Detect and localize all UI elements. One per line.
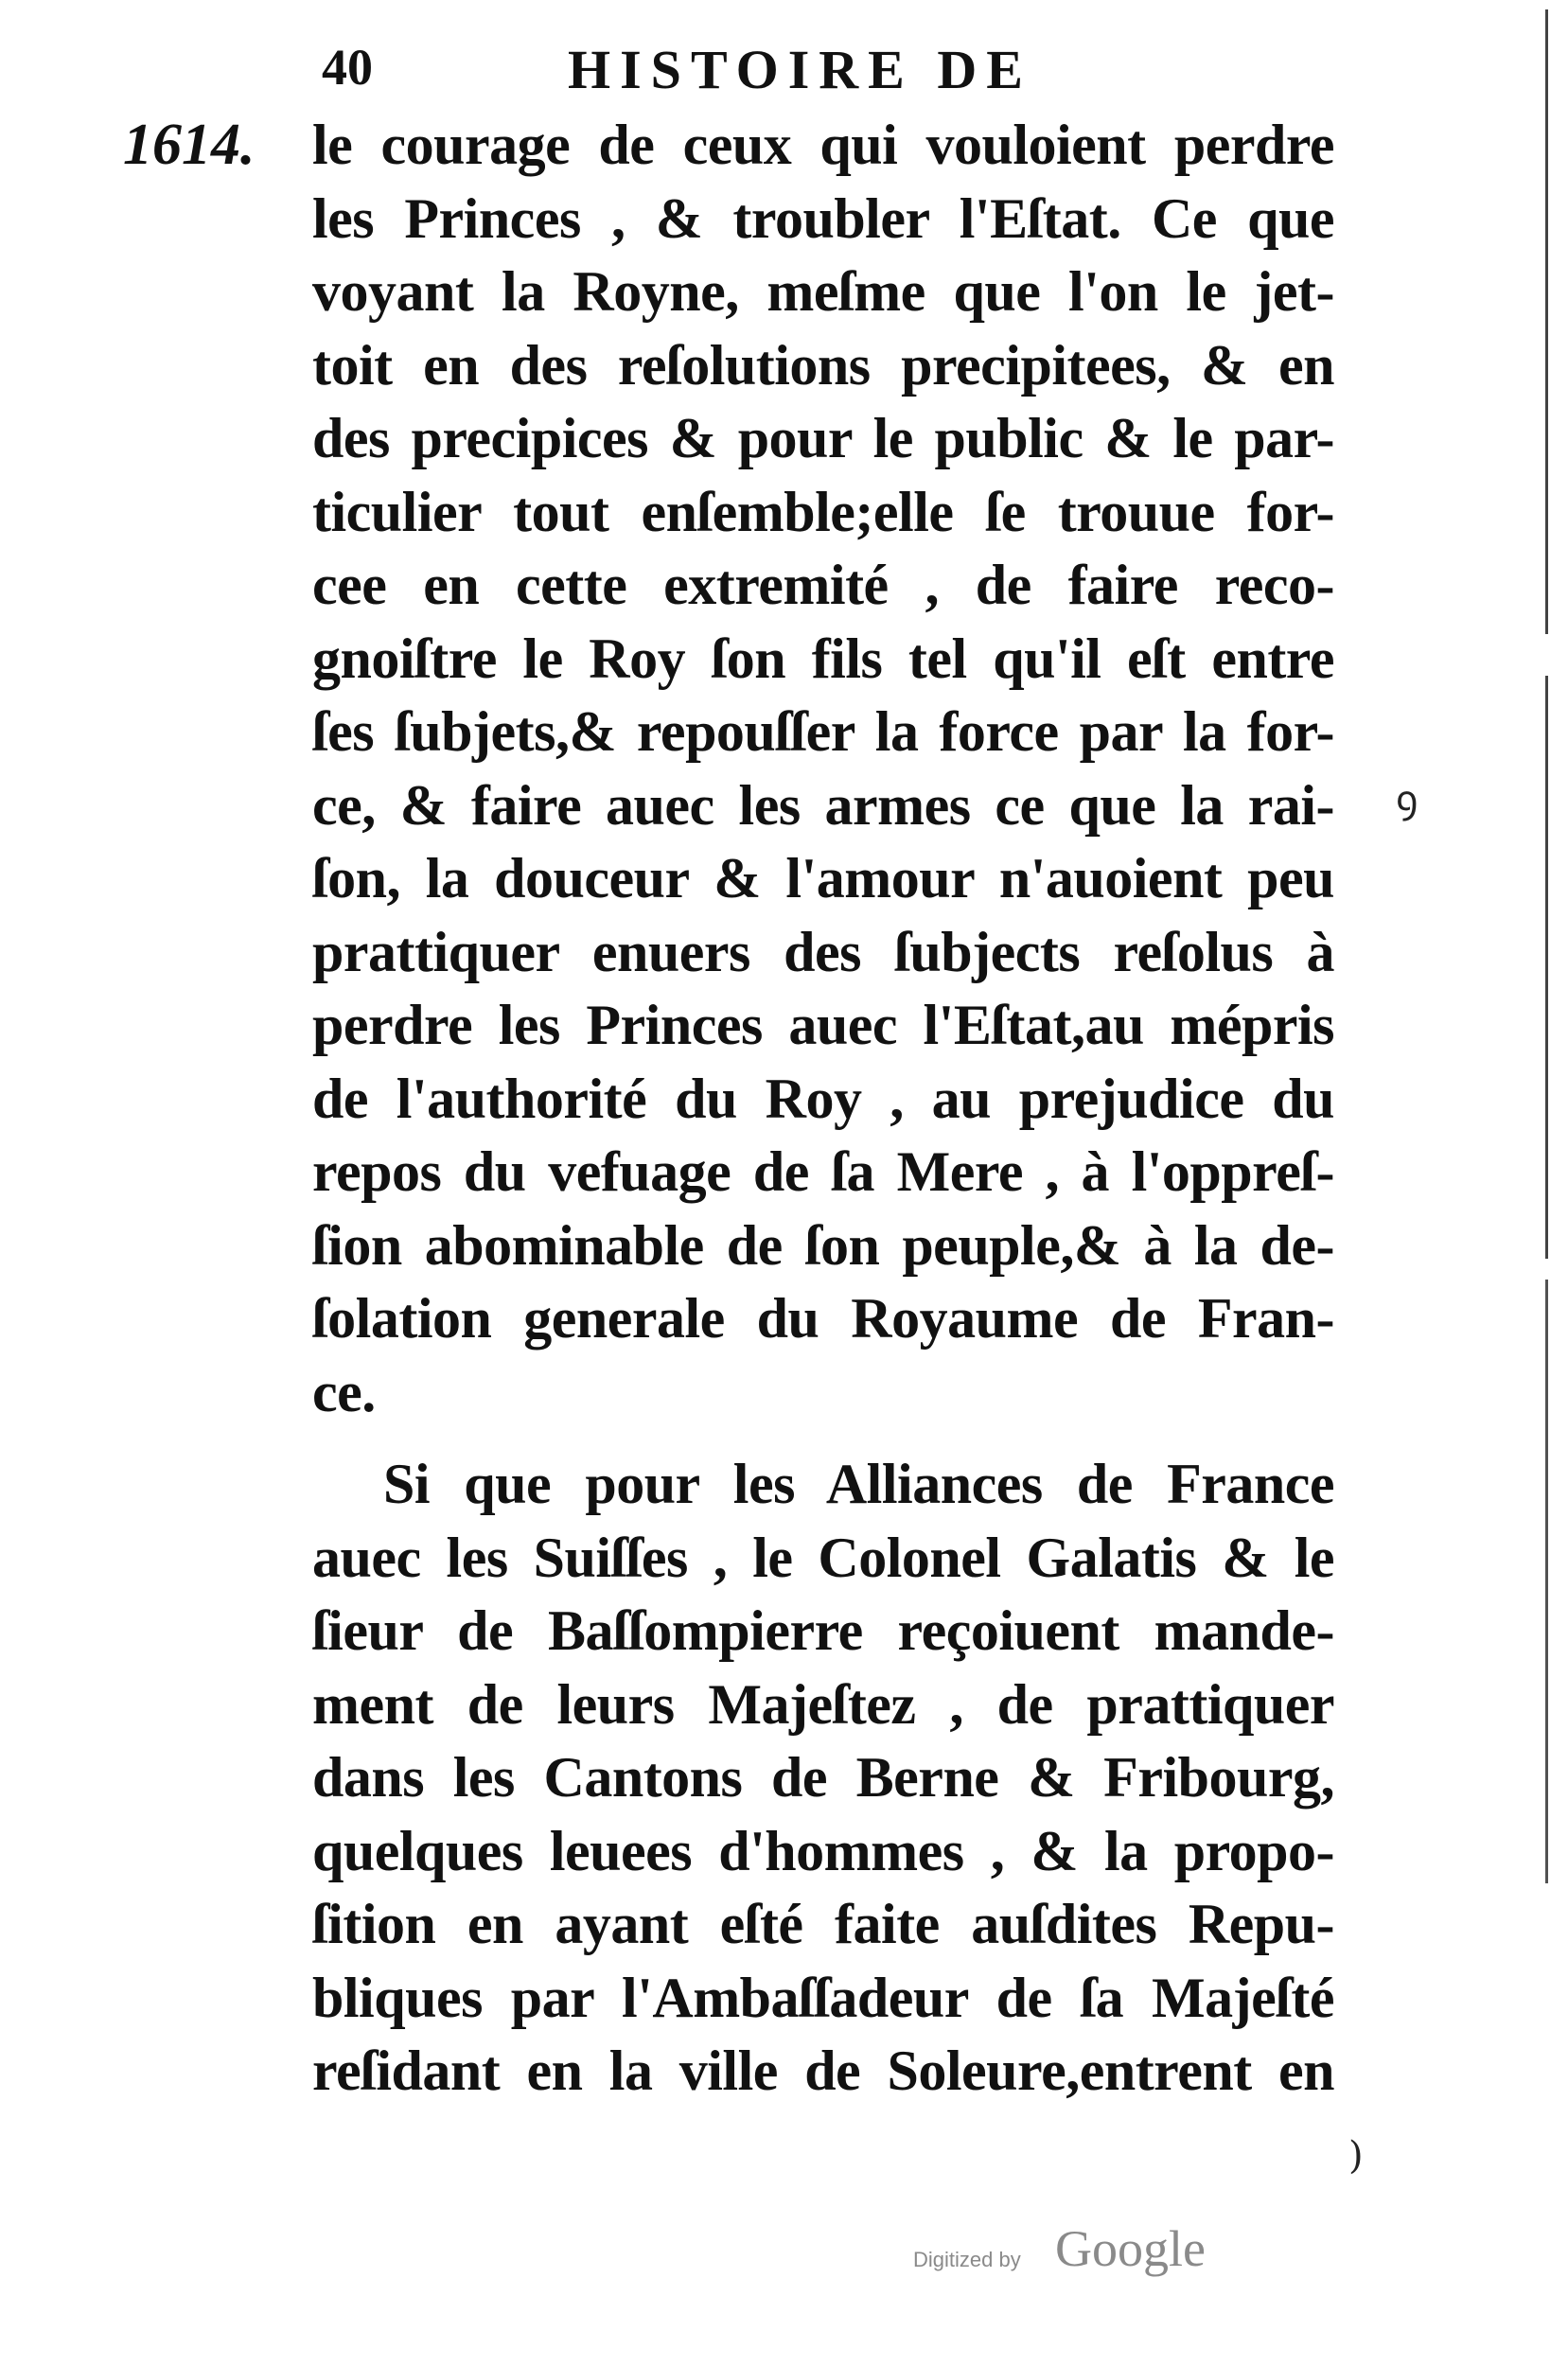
text-line: ce, & faire auec les armes ce que la rai- bbox=[312, 773, 1334, 837]
text-line: le courage de ceux qui vouloient perdre bbox=[312, 114, 1334, 176]
text-line: cee en cette extremité , de faire reco- bbox=[312, 554, 1334, 616]
text-line: reſidant en la ville de Soleure,entrent en bbox=[312, 2039, 1334, 2102]
body-text bbox=[312, 109, 1334, 2109]
text-line: dans les Cantons de Berne & Fribourg, bbox=[312, 1746, 1334, 1809]
page-header bbox=[322, 38, 1173, 114]
text-line: perdre les Princes auec l'Eſtat,au mépris bbox=[312, 994, 1334, 1056]
text-line: ment de leurs Majeſtez , de prattiquer bbox=[312, 1672, 1334, 1736]
margin-year-note: 1614. bbox=[123, 113, 255, 177]
page-number: 40 bbox=[322, 39, 373, 96]
digitization-watermark bbox=[913, 2219, 1254, 2286]
text-line: ſieur de Baſſompierre reçoiuent mande- bbox=[312, 1599, 1334, 1662]
text-line: des precipices & pour le public & le par- bbox=[312, 407, 1334, 469]
ink-blot-mark: ꝯ bbox=[1396, 778, 1418, 821]
running-head: HISTOIRE DE bbox=[568, 39, 1032, 100]
text-line: ticulier tout enſemble;elle ſe trouue for- bbox=[312, 480, 1334, 543]
page-edge-line bbox=[1545, 9, 1548, 2092]
text-line: Si que pour les Alliances de France bbox=[383, 1453, 1334, 1515]
text-line: ſion abominable de ſon peuple,& à la de- bbox=[312, 1213, 1334, 1277]
text-line: quelques leuees d'hommes , & la propo- bbox=[312, 1819, 1334, 1882]
text-line: repos du vefuage de ſa Mere , à l'oppreſ- bbox=[312, 1140, 1334, 1203]
text-line: ce. bbox=[312, 1360, 376, 1423]
text-line: ſolation generale du Royaume de Fran- bbox=[312, 1287, 1334, 1350]
text-line: les Princes , & troubler l'Eſtat. Ce que bbox=[312, 186, 1334, 250]
text-line: prattiquer enuers des ſubjects reſolus à bbox=[312, 920, 1334, 983]
text-line: ſes ſubjets,& repouſſer la force par la for- bbox=[312, 700, 1334, 763]
paragraph-gap bbox=[312, 1429, 1334, 1448]
watermark-logo-text: Google bbox=[1055, 2220, 1206, 2277]
ink-stroke-mark: ) bbox=[1348, 2134, 1364, 2178]
text-line: gnoiſtre le Roy ſon fils tel qu'il eſt entre bbox=[312, 627, 1334, 690]
text-line: ſon, la douceur & l'amour n'auoient peu bbox=[312, 847, 1334, 909]
text-line: toit en des reſolutions precipitees, & en bbox=[312, 333, 1334, 397]
text-line: voyant la Royne, meſme que l'on le jet- bbox=[312, 260, 1334, 323]
text-line: bliques par l'Ambaſſadeur de ſa Majeſté bbox=[312, 1966, 1334, 2029]
text-line: ſition en ayant eſté faite auſdites Repu- bbox=[312, 1893, 1334, 1955]
watermark-small-text: Digitized by bbox=[913, 2248, 1021, 2271]
text-line: de l'authorité du Roy , au prejudice du bbox=[312, 1067, 1334, 1130]
text-line: auec les Suiſſes , le Colonel Galatis & le bbox=[312, 1526, 1334, 1589]
